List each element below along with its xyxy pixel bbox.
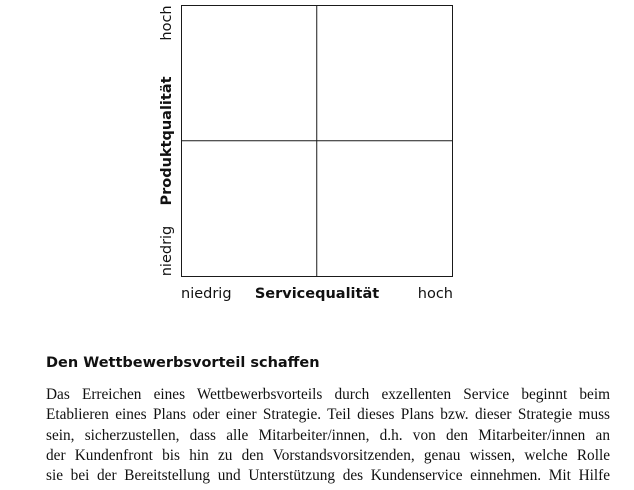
body-line: der Kundenfront bis hin zu den Vorstandsvorsitzenden, genau wissen, welche Rolle [46, 446, 610, 464]
body-line: Das Erreichen eines Wettbewerbsvorteils durch exzellenten Service beginnt beim [46, 386, 610, 403]
body-line: sein, sicherzustellen, dass alle Mitarbeiter/innen, d.h. von den Mitarbeiter/innen an [46, 426, 610, 444]
y-axis-low-label: niedrig [158, 225, 175, 277]
quadrant-top-right [317, 6, 452, 141]
quadrant-bottom-right [317, 141, 452, 276]
x-axis-high-label: hoch [417, 286, 453, 302]
matrix-horizontal-divider [182, 140, 452, 141]
body-line: Etablieren eines Plans oder einer Strategie. Teil dieses Plans bzw. dieser Strategie muss [46, 406, 610, 424]
section-body [46, 385, 610, 486]
x-axis-low-label: niedrig [181, 286, 232, 302]
section-heading: Den Wettbewerbsvorteil schaffen [46, 355, 320, 371]
quality-matrix [181, 5, 453, 277]
quadrant-bottom-left [182, 141, 317, 276]
quadrant-top-left [182, 6, 317, 141]
y-axis-high-label: hoch [158, 5, 175, 41]
body-line: sie bei der Bereitstellung und Unterstützung des Kundenservice einnehmen. Mit Hilfe [46, 467, 610, 485]
y-axis-title: Produktqualität [158, 76, 175, 206]
x-axis-title: Servicequalität [254, 286, 380, 302]
